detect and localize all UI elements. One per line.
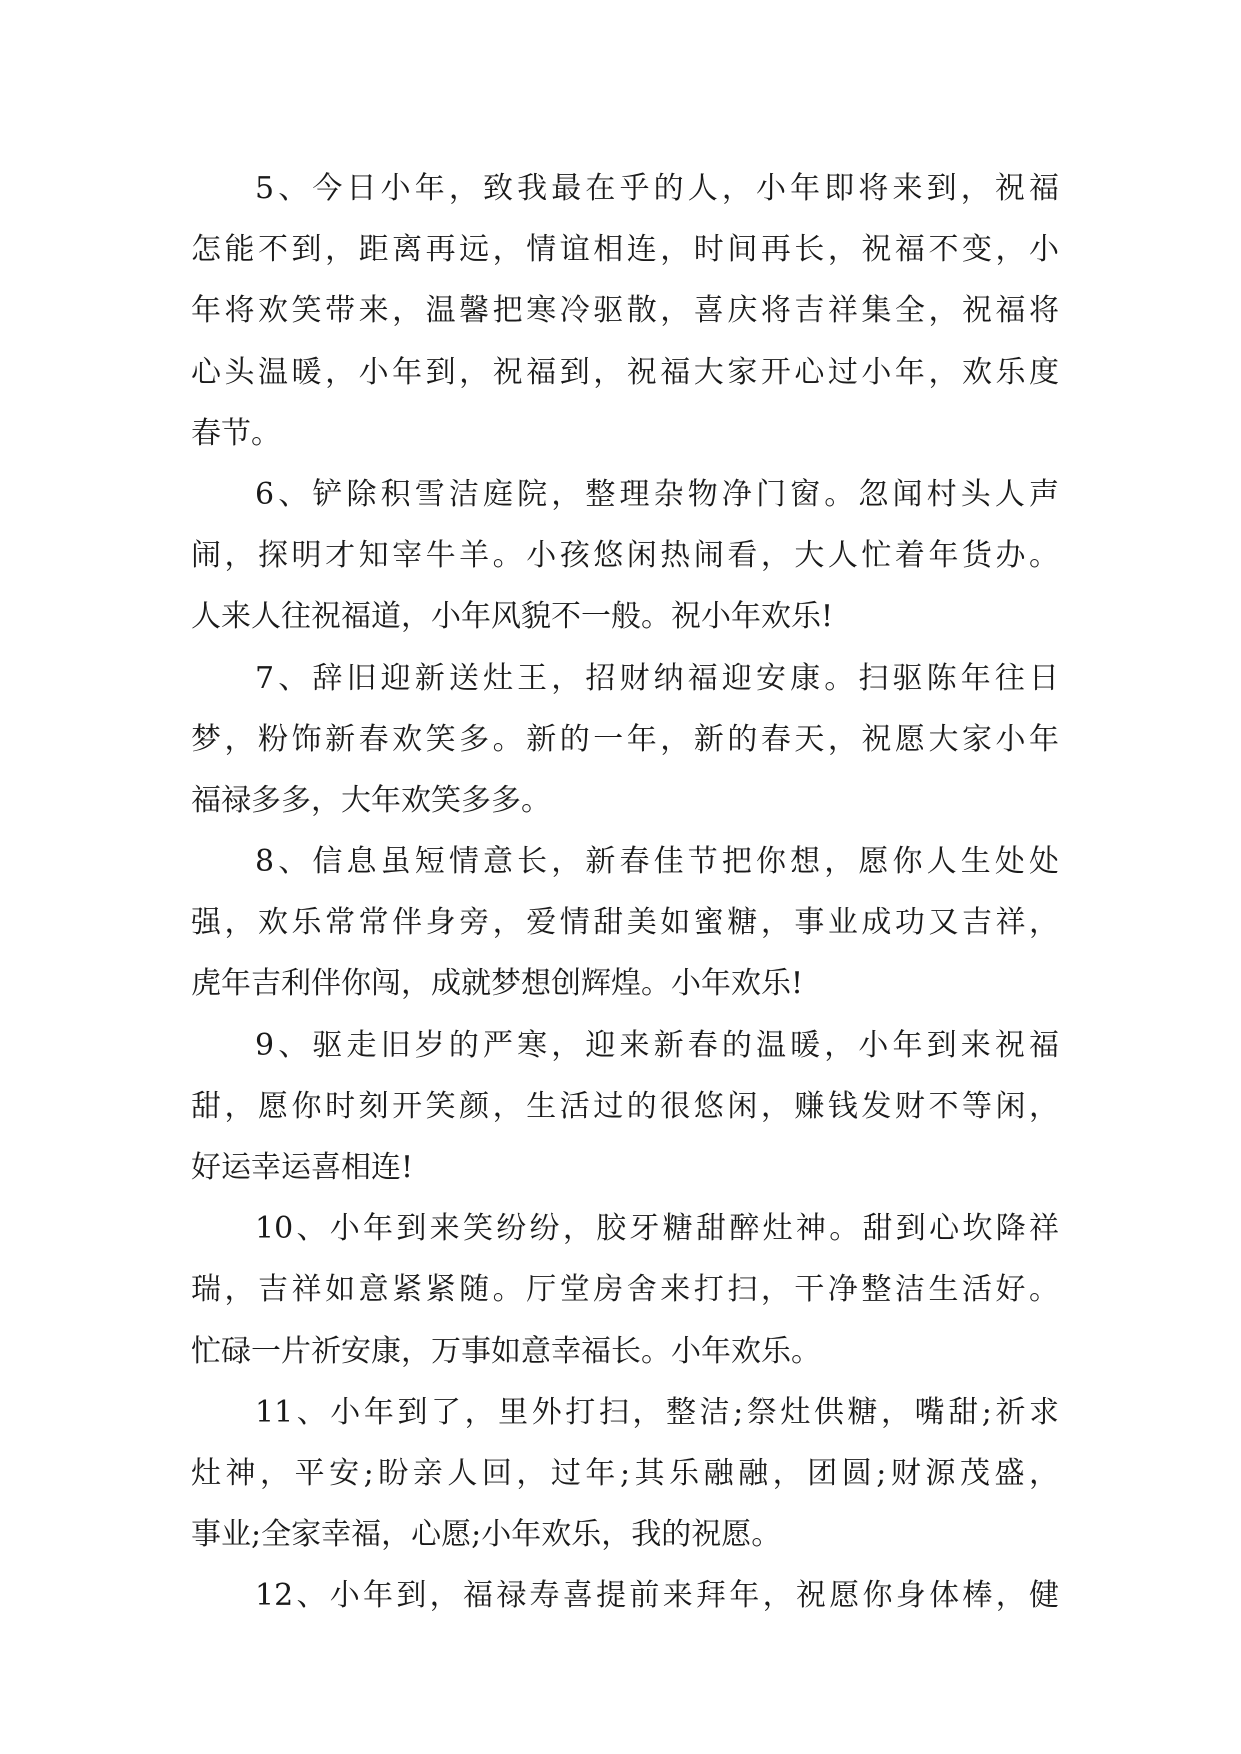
- paragraph-line: 10、小年到来笑纷纷，胶牙糖甜醉灶神。甜到心坎降祥: [255, 1211, 1059, 1247]
- paragraph-line: 梦，粉饰新春欢笑多。新的一年，新的春天，祝愿大家小年: [191, 721, 1059, 757]
- paragraph-line: 虎年吉利伴你闯，成就梦想创辉煌。小年欢乐!: [191, 966, 804, 1002]
- paragraph-8: [191, 831, 1059, 1015]
- paragraph-line: 福禄多多，大年欢笑多多。: [191, 782, 551, 818]
- paragraph-line: 5、今日小年，致我最在乎的人，小年即将来到，祝福: [255, 171, 1059, 206]
- paragraph-10: [191, 1198, 1059, 1382]
- paragraph-line: 春节。: [191, 415, 281, 451]
- paragraph-line: 8、信息虽短情意长，新春佳节把你想，愿你人生处处: [255, 844, 1059, 880]
- paragraph-line: 心头温暖，小年到，祝福到，祝福大家开心过小年，欢乐度: [191, 354, 1059, 390]
- paragraph-line: 人来人往祝福道，小年风貌不一般。祝小年欢乐!: [191, 599, 834, 635]
- paragraph-9: [191, 1015, 1059, 1199]
- paragraph-line: 灶神，平安;盼亲人回，过年;其乐融融，团圆;财源茂盛，: [191, 1455, 1059, 1491]
- paragraph-line: 瑞，吉祥如意紧紧随。厅堂房舍来打扫，干净整洁生活好。: [191, 1272, 1059, 1308]
- paragraph-7: [191, 648, 1059, 832]
- paragraph-12: [191, 1565, 1059, 1626]
- paragraph-line: 6、铲除积雪洁庭院，整理杂物净门窗。忽闻村头人声: [255, 476, 1059, 512]
- paragraph-line: 怎能不到，距离再远，情谊相连，时间再长，祝福不变，小: [191, 232, 1059, 268]
- paragraph-line: 闹，探明才知宰牛羊。小孩悠闲热闹看，大人忙着年货办。: [191, 538, 1059, 574]
- paragraph-line: 年将欢笑带来，温馨把寒冷驱散，喜庆将吉祥集全，祝福将: [191, 293, 1059, 329]
- document-body: [191, 158, 1059, 1627]
- paragraph-line: 事业;全家幸福，心愿;小年欢乐，我的祝愿。: [191, 1517, 782, 1553]
- paragraph-11: [191, 1382, 1059, 1566]
- paragraph-line: 甜，愿你时刻开笑颜，生活过的很悠闲，赚钱发财不等闲，: [191, 1088, 1059, 1124]
- paragraph-line: 12、小年到，福禄寿喜提前来拜年，祝愿你身体棒，健: [255, 1578, 1059, 1614]
- paragraph-6: [191, 464, 1059, 648]
- paragraph-line: 好运幸运喜相连!: [191, 1150, 414, 1185]
- paragraph-5: [191, 158, 1059, 464]
- paragraph-line: 强，欢乐常常伴身旁，爱情甜美如蜜糖，事业成功又吉祥，: [191, 905, 1059, 941]
- paragraph-line: 7、辞旧迎新送灶王，招财纳福迎安康。扫驱陈年往日: [255, 660, 1059, 696]
- paragraph-line: 忙碌一片祈安康，万事如意幸福长。小年欢乐。: [191, 1333, 821, 1369]
- paragraph-line: 9、驱走旧岁的严寒，迎来新春的温暖，小年到来祝福: [255, 1027, 1059, 1063]
- paragraph-line: 11、小年到了，里外打扫，整洁;祭灶供糖，嘴甜;祈求: [255, 1394, 1059, 1430]
